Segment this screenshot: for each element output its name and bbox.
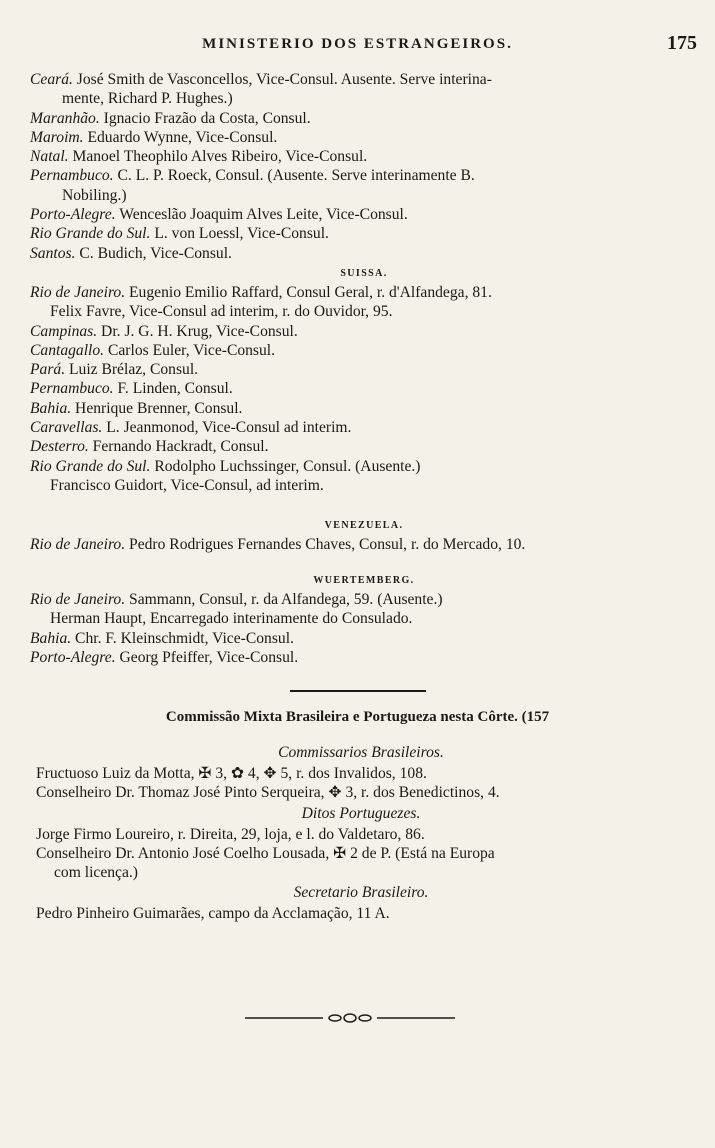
entry-text: Fernando Hackradt, Consul. xyxy=(88,438,269,456)
venezuela-list xyxy=(30,535,698,554)
entry-text: Georg Pfeiffer, Vice-Consul. xyxy=(115,648,299,666)
page-title: MINISTERIO DOS ESTRANGEIROS. xyxy=(202,36,513,52)
list-item xyxy=(30,629,698,648)
place-name: Natal. xyxy=(30,148,69,166)
place-name: Pernambuco. xyxy=(30,167,114,185)
wuertemberg-list xyxy=(30,590,698,667)
page-header xyxy=(0,32,715,62)
list-item xyxy=(30,360,698,379)
list-item xyxy=(30,283,698,302)
ornament-divider-icon xyxy=(245,1010,455,1026)
list-item xyxy=(30,89,698,108)
list-item xyxy=(30,399,698,418)
entry-text: C. L. P. Roeck, Consul. (Ausente. Serve interinamente B. xyxy=(113,167,475,185)
consul-list-top xyxy=(30,70,698,263)
subheading-secretario: Secretario Brasileiro. xyxy=(293,884,429,902)
entry-text: F. Linden, Consul. xyxy=(113,380,233,398)
entry-text: Eugenio Emilio Raffard, Consul Geral, r. d'Alfandega, 81. xyxy=(125,284,492,301)
section-heading: VENEZUELA. xyxy=(324,520,404,531)
subheading-portuguezes: Ditos Portuguezes. xyxy=(301,804,421,822)
place-name: Desterro. xyxy=(30,438,89,456)
list-item xyxy=(30,224,698,243)
entry-text: Nobiling.) xyxy=(62,186,127,204)
place-name: Rio Grande do Sul. xyxy=(30,457,151,475)
list-item xyxy=(30,609,698,628)
list-item xyxy=(30,476,698,495)
list-item xyxy=(30,128,698,147)
commission-title: Commissão Mixta Brasileira e Portugueza nesta Côrte. (157 xyxy=(165,709,550,725)
entry-text: Francisco Guidort, Vice-Consul, ad interim. xyxy=(50,476,324,494)
divider-rule xyxy=(290,690,426,692)
place-name: Bahia. xyxy=(30,629,72,647)
subheading-brasileiros: Commissarios Brasileiros. xyxy=(278,744,444,761)
entry-text: L. Jeanmonod, Vice-Consul ad interim. xyxy=(102,419,352,437)
page-number: 175 xyxy=(667,32,697,54)
commission-body xyxy=(36,742,686,924)
place-name: Cantagallo. xyxy=(30,341,105,359)
entry-text: Henrique Brenner, Consul. xyxy=(71,399,243,417)
list-item xyxy=(30,648,698,667)
list-item xyxy=(30,535,698,554)
list-item: Conselheiro Dr. Thomaz José Pinto Serqueira, ✥ 3, r. dos Benedictinos, 4. xyxy=(36,784,500,802)
entry-text: Manoel Theophilo Alves Ribeiro, Vice-Consul. xyxy=(68,148,368,166)
list-item xyxy=(30,147,698,166)
place-name: Caravellas. xyxy=(30,419,103,437)
section-heading: WUERTEMBERG. xyxy=(313,575,415,586)
section-heading: SUISSA. xyxy=(340,268,388,279)
entry-text: Eduardo Wynne, Vice-Consul. xyxy=(83,128,278,146)
list-item xyxy=(30,186,698,205)
list-item xyxy=(30,70,698,89)
place-name: Maranhão. xyxy=(30,109,100,127)
entry-text: L. von Loessl, Vice-Consul. xyxy=(150,225,329,243)
list-item xyxy=(30,341,698,360)
section-venezuela xyxy=(30,515,698,554)
entry-text: Chr. F. Kleinschmidt, Vice-Consul. xyxy=(71,629,294,647)
place-name: Porto-Alegre. xyxy=(30,206,116,224)
entry-text: Rodolpho Luchssinger, Consul. (Ausente.) xyxy=(150,457,421,475)
entry-text: Luiz Brélaz, Consul. xyxy=(65,361,199,379)
place-name: Pernambuco. xyxy=(30,380,114,398)
list-item xyxy=(30,244,698,263)
list-item xyxy=(30,302,698,321)
list-item: Jorge Firmo Loureiro, r. Direita, 29, loja, e l. do Valdetaro, 86. xyxy=(36,825,425,843)
list-item xyxy=(30,418,698,437)
list-item: Pedro Pinheiro Guimarães, campo da Acclamação, 11 A. xyxy=(36,905,390,923)
section-suissa xyxy=(30,263,698,495)
place-name: Rio Grande do Sul. xyxy=(30,225,151,243)
place-name: Rio de Janeiro. xyxy=(30,284,126,301)
entry-text: mente, Richard P. Hughes.) xyxy=(62,90,233,108)
list-item xyxy=(30,109,698,128)
place-name: Bahia. xyxy=(30,399,72,417)
list-item: Conselheiro Dr. Antonio José Coelho Lousada, ✠ 2 de P. (Está na Europa xyxy=(36,844,495,862)
entry-text: Wenceslão Joaquim Alves Leite, Vice-Consul. xyxy=(115,206,408,224)
place-name: Ceará. xyxy=(30,71,73,88)
place-name: Rio de Janeiro. xyxy=(30,536,126,553)
list-item xyxy=(30,322,698,341)
entry-text: Herman Haupt, Encarregado interinamente do Consulado. xyxy=(50,610,413,628)
place-name: Pará. xyxy=(30,361,66,379)
place-name: Maroim. xyxy=(30,128,84,146)
list-item-continuation: com licença.) xyxy=(54,864,138,882)
place-name: Rio de Janeiro. xyxy=(30,591,126,608)
list-item xyxy=(30,166,698,185)
suissa-list xyxy=(30,283,698,495)
entry-text: Ignacio Frazão da Costa, Consul. xyxy=(99,109,311,127)
list-item xyxy=(30,457,698,476)
list-item xyxy=(30,379,698,398)
entry-text: Carlos Euler, Vice-Consul. xyxy=(104,341,276,359)
entry-text: Sammann, Consul, r. da Alfandega, 59. (Ausente.) xyxy=(125,591,443,608)
section-wuertemberg xyxy=(30,570,698,667)
list-item: Fructuoso Luiz da Motta, ✠ 3, ✿ 4, ✥ 5, r. dos Invalidos, 108. xyxy=(36,765,427,782)
list-item xyxy=(30,437,698,456)
place-name: Santos. xyxy=(30,244,76,262)
entry-text: Felix Favre, Vice-Consul ad interim, r. do Ouvidor, 95. xyxy=(50,303,393,321)
entry-text: Dr. J. G. H. Krug, Vice-Consul. xyxy=(97,322,298,340)
entry-text: José Smith de Vasconcellos, Vice-Consul. Ausente. Serve interina- xyxy=(72,71,492,88)
place-name: Campinas. xyxy=(30,322,98,340)
place-name: Porto-Alegre. xyxy=(30,648,116,666)
list-item xyxy=(30,205,698,224)
list-item xyxy=(30,590,698,609)
entry-text: Pedro Rodrigues Fernandes Chaves, Consul, r. do Mercado, 10. xyxy=(125,536,526,553)
entry-text: C. Budich, Vice-Consul. xyxy=(75,244,232,262)
